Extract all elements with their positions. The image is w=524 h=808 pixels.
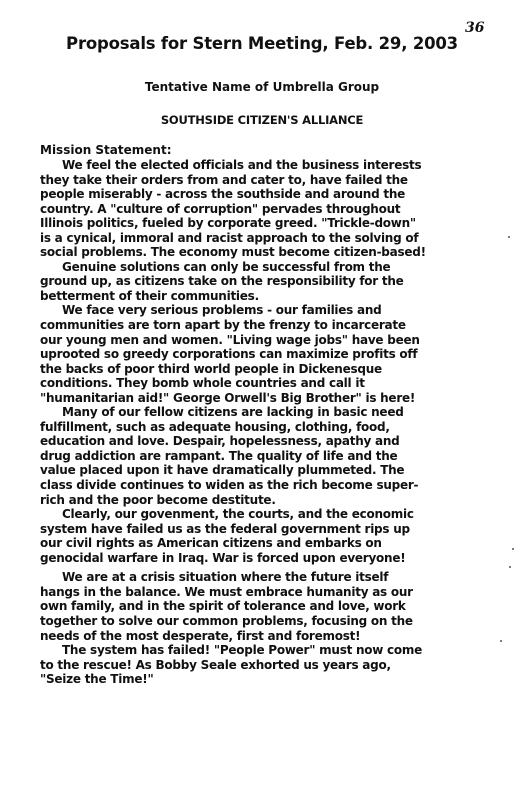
text-line: uprooted so greedy corporations can maximize profits off [40, 347, 418, 362]
text-line: genocidal warfare in Iraq. War is forced upon everyone! [40, 550, 406, 565]
text-line: own family, and in the spirit of tolerance and love, work [40, 599, 406, 614]
text-line: needs of the most desperate, first and foremost! [40, 628, 361, 643]
text-line: "Seize the Time!" [40, 672, 154, 687]
text-line: value placed upon it have dramatically plummeted. The [40, 463, 405, 478]
text-line: We feel the elected officials and the business interests [62, 158, 422, 172]
text-line: conditions. They bomb whole countries and call it [40, 376, 365, 391]
text-line: betterment of their communities. [40, 288, 259, 303]
scan-speck [509, 566, 511, 568]
text-line: drug addiction are rampant. The quality of life and the [40, 448, 398, 463]
text-line: rich and the poor become destitute. [40, 492, 276, 507]
text-line: Clearly, our govenment, the courts, and the economic [62, 507, 414, 522]
section-label: Mission Statement: [40, 143, 172, 157]
scan-speck [508, 236, 510, 238]
text-line: country. A "culture of corruption" pervades throughout [40, 201, 401, 216]
scan-speck [512, 548, 514, 550]
document-title: Proposals for Stern Meeting, Feb. 29, 2003 [66, 34, 458, 53]
text-line: fulfillment, such as adequate housing, clothing, food, [40, 419, 390, 434]
text-line: is a cynical, immoral and racist approach to the solving of [40, 230, 419, 245]
text-line: communities are torn apart by the frenzy to incarcerate [40, 318, 406, 333]
text-line: education and love. Despair, hopelessness, apathy and [40, 434, 400, 449]
mission-statement-body [40, 158, 500, 687]
text-line: hangs in the balance. We must embrace humanity as our [40, 584, 413, 599]
text-line: We are at a crisis situation where the future itself [62, 570, 389, 585]
text-line: Genuine solutions can only be successful from the [62, 259, 391, 274]
text-line: We face very serious problems - our families and [62, 303, 382, 318]
scan-speck [500, 640, 502, 642]
page-number: 36 [465, 20, 485, 36]
text-line: class divide continues to widen as the rich become super- [40, 478, 419, 493]
text-line: Illinois politics, fueled by corporate greed. "Trickle-down" [40, 216, 416, 231]
text-line: system have failed us as the federal government rips up [40, 521, 410, 536]
text-line: our young men and women. "Living wage jobs" have been [40, 332, 420, 347]
text-line: The system has failed! "People Power" must now come [62, 643, 423, 658]
text-line: our civil rights as American citizens and embarks on [40, 536, 382, 551]
text-line: people miserably - across the southside and around the [40, 187, 406, 202]
text-line: they take their orders from and cater to, have failed the [40, 172, 408, 187]
text-line: the backs of poor third world people in Dickenesque [40, 361, 382, 376]
text-line: social problems. The economy must become citizen-based! [40, 245, 426, 260]
group-name-heading: SOUTHSIDE CITIZEN'S ALLIANCE [160, 113, 364, 127]
text-line: together to solve our common problems, focusing on the [40, 613, 413, 628]
text-line: "humanitarian aid!" George Orwell's Big Brother" is here! [40, 390, 416, 405]
text-line: ground up, as citizens take on the responsibility for the [40, 274, 404, 289]
text-line: Many of our fellow citizens are lacking in basic need [62, 405, 404, 420]
document-subtitle: Tentative Name of Umbrella Group [144, 80, 380, 94]
text-line: to the rescue! As Bobby Seale exhorted us years ago, [40, 657, 391, 672]
